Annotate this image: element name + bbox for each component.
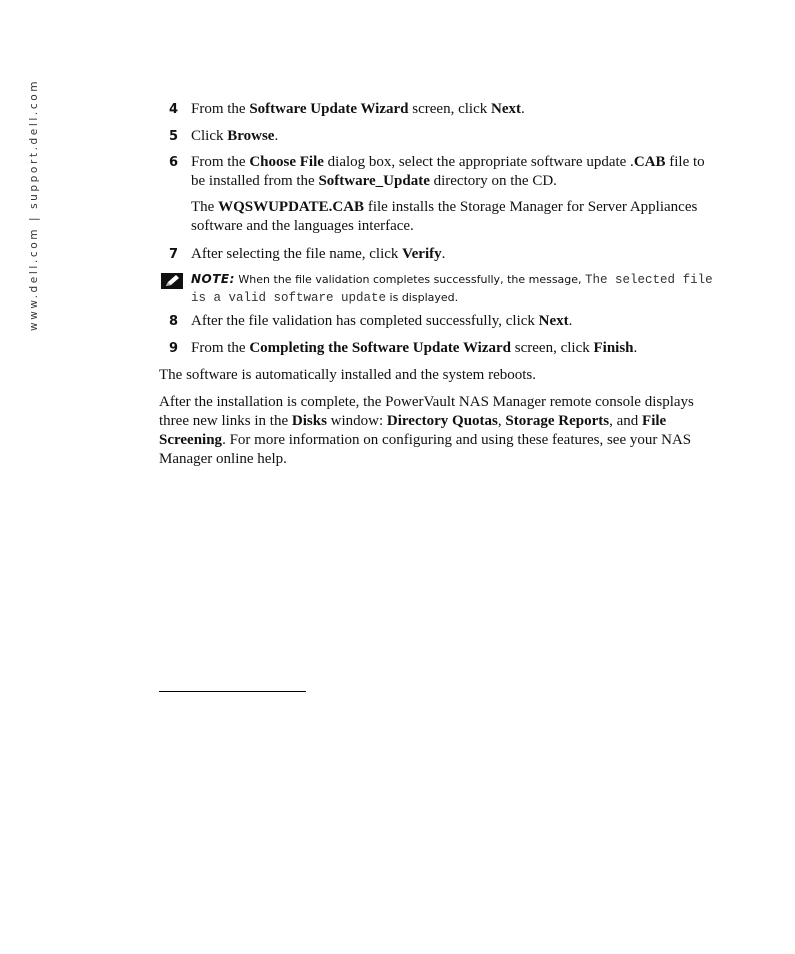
step-4 [159,100,719,119]
step-text: From the Choose File dialog box, select the appropriate software update .CAB file to be installed from the Software_Update directory on the CD. [191,154,705,189]
step-text: From the Completing the Software Update Wizard screen, click Finish. [191,340,638,356]
step-text: From the Software Update Wizard screen, click Next. [191,101,525,117]
step-number: 5 [169,129,179,144]
paragraph-new-links: After the installation is complete, the PowerVault NAS Manager remote console displays three new links in the Disks window: Directory Quotas, Storage Reports, and File Screening. For more information on configuring and using these features, see your NAS Manager online help. [159,394,694,467]
step-text: After selecting the file name, click Verify. [191,246,446,262]
step-number: 9 [169,341,179,356]
step-text: After the file validation has completed successfully, click Next. [191,313,573,329]
note-text: NOTE: When the file validation completes successfully, the message, The selected file is a valid software update is displayed. [191,272,713,305]
note-block [159,271,719,307]
paragraph-reboot: The software is automatically installed and the system reboots. [159,367,536,383]
footnote-divider [159,691,306,692]
step-text: Click Browse. [191,128,279,144]
step-number: 4 [169,102,179,117]
step-6 [159,153,719,191]
note-pencil-icon [161,273,183,289]
step-7 [159,245,719,264]
step-6-detail: The WQSWUPDATE.CAB file installs the Storage Manager for Server Appliances software and the languages interface. [191,199,698,234]
note-label: NOTE: [191,272,235,286]
sidebar-url-text: www.dell.com | support.dell.com [28,78,40,331]
step-8 [159,312,719,331]
step-number: 8 [169,314,179,329]
note-code: The selected file is a valid software update [191,273,713,305]
step-number: 7 [169,247,179,262]
step-number: 6 [169,155,179,170]
step-5 [159,127,719,146]
step-9 [159,339,719,358]
